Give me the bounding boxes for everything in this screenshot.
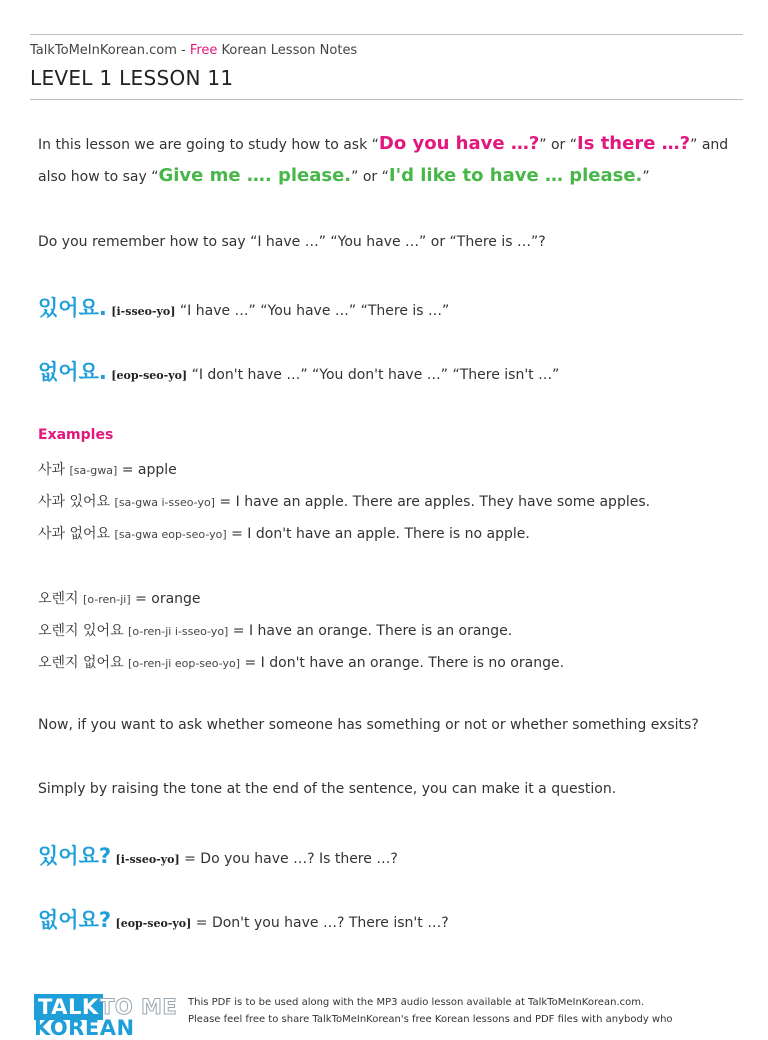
site-header [30,43,357,58]
example-row [38,620,512,640]
example-korean: 사과 [38,462,70,478]
example-romanization: [o-ren-ji eop-seo-yo] [128,657,241,670]
footer-line-1: This PDF is to be used along with the MP3 audio lesson available at TalkToMeInKorean.com. [188,997,645,1008]
romanization: [i-sseo-yo] [115,853,180,866]
example-english: = I have an orange. There is an orange. [228,623,513,639]
intro-line-2 [38,165,650,186]
phrase-id-like: I'd like to have … please. [388,165,643,186]
example-english: = apple [117,462,177,478]
phrase-give-me: Give me …. please. [158,165,352,186]
lesson-title: LEVEL 1 LESSON 11 [30,66,234,90]
logo-tome: TO ME [100,995,178,1019]
header-separator: - [176,43,190,58]
meaning: = Don't you have …? There isn't …? [191,915,449,931]
talktomeinkorean-logo [30,992,182,1040]
korean-word: 없어요. [38,360,107,384]
meaning: “I have …” “You have …” “There is …” [175,303,450,319]
example-english: = I don't have an apple. There is no apple. [226,526,530,542]
question-intro: Now, if you want to ask whether someone has something or not or whether something exsits? [38,717,699,733]
logo-korean: KOREAN [34,1016,135,1040]
example-row [38,652,564,672]
free-label: Free [189,43,218,58]
footer-note [188,994,673,1028]
intro-line-1 [38,133,728,154]
example-english: = I have an apple. There are apples. They have some apples. [214,494,651,510]
raising-tone-text: Simply by raising the tone at the end of the sentence, you can make it a question. [38,781,617,797]
site-name: TalkToMeInKorean.com [30,43,177,58]
intro-text: also how to say “ [38,169,159,185]
romanization: [eop-seo-yo] [115,917,192,930]
example-english: = I don't have an orange. There is no orange. [240,655,565,671]
example-row [38,523,530,543]
intro-text: ” [642,169,650,185]
korean-word: 있어요. [38,296,107,320]
examples-heading: Examples [38,427,114,443]
example-korean: 오렌지 없어요 [38,655,129,671]
title-divider [30,99,743,100]
phrase-do-you-have: Do you have …? [378,133,540,154]
example-korean: 사과 없어요 [38,526,115,542]
example-romanization: [o-ren-ji] [83,593,131,606]
question-eopseoyo [38,904,449,934]
intro-text: In this lesson we are going to study how to ask “ [38,137,379,153]
question-iseoyo [38,840,398,870]
remember-question: Do you remember how to say “I have …” “You have …” or “There is …”? [38,234,546,250]
example-row [38,588,201,608]
logo-talk: TALK [34,994,103,1020]
footer [30,990,743,1040]
intro-text: ” or “ [539,137,578,153]
footer-line-2: Please feel free to share TalkToMeInKorean's free Korean lessons and PDF files with anybody who [188,1014,673,1025]
meaning: = Do you have …? Is there …? [179,851,398,867]
example-row [38,459,177,479]
notes-label: Korean Lesson Notes [217,43,358,58]
example-romanization: [o-ren-ji i-sseo-yo] [128,625,229,638]
iseoyo-entry [38,292,449,322]
korean-word: 있어요? [38,844,112,868]
phrase-is-there: Is there …? [577,133,691,154]
korean-word: 없어요? [38,908,112,932]
intro-text: ” or “ [351,169,389,185]
example-korean: 오렌지 [38,591,84,607]
example-romanization: [sa-gwa eop-seo-yo] [114,528,227,541]
intro-text: ” and [690,137,729,153]
example-korean: 사과 있어요 [38,494,115,510]
example-romanization: [sa-gwa i-sseo-yo] [114,496,215,509]
example-korean: 오렌지 있어요 [38,623,129,639]
example-english: = orange [130,591,201,607]
top-divider [30,34,743,35]
meaning: “I don't have …” “You don't have …” “There isn't …” [187,367,560,383]
eopseoyo-entry [38,356,559,386]
example-row [38,491,650,511]
romanization: [eop-seo-yo] [111,369,188,382]
romanization: [i-sseo-yo] [111,305,176,318]
example-romanization: [sa-gwa] [69,464,118,477]
